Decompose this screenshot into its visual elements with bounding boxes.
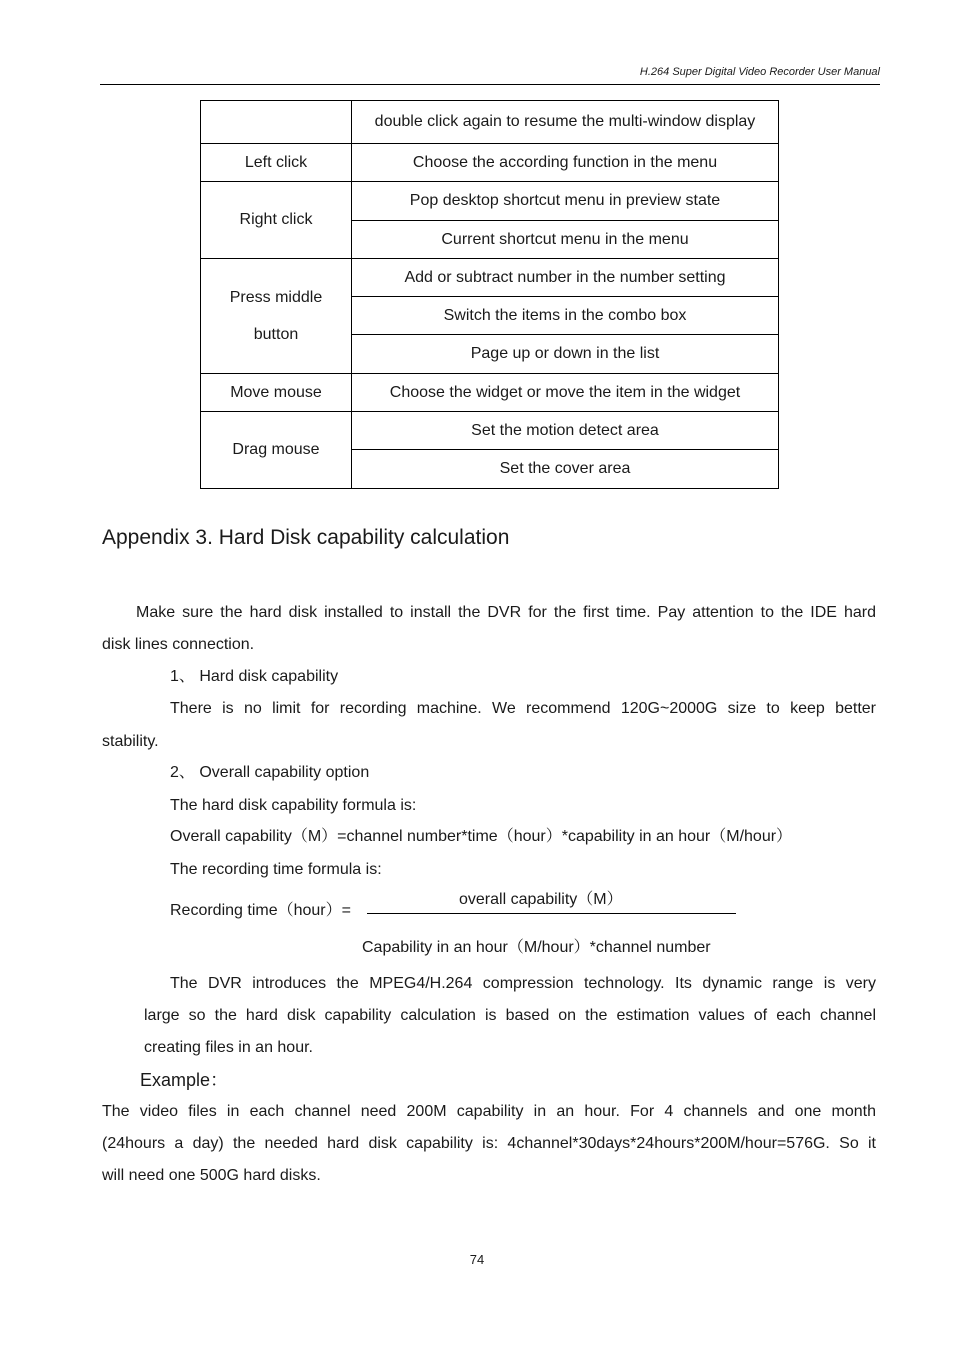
- table-cell-action: Right click: [201, 182, 352, 259]
- capability-formula: Overall capability（M）=channel number*time（hour）*capability in an hour（M/hour）: [170, 828, 793, 845]
- table-row: [201, 259, 779, 297]
- table-cell-desc: Add or subtract number in the number setting: [352, 259, 779, 297]
- example-line: will need one 500G hard disks.: [102, 1167, 321, 1184]
- table-row: [201, 101, 779, 144]
- table-row: [201, 374, 779, 412]
- manual-title: H.264 Super Digital Video Recorder User Manual: [639, 66, 880, 78]
- body-line: creating files in an hour.: [144, 1039, 313, 1056]
- table-cell-desc: double click again to resume the multi-window display: [352, 101, 779, 144]
- table-cell-desc: Page up or down in the list: [352, 335, 779, 374]
- table-cell-desc: Pop desktop shortcut menu in preview state: [352, 182, 779, 221]
- body-line: The DVR introduces the MPEG4/H.264 compression technology. Its dynamic range is very: [170, 975, 876, 992]
- table-cell-action: Move mouse: [201, 374, 352, 412]
- table-row: [201, 182, 779, 221]
- intro-line: disk lines connection.: [102, 636, 255, 653]
- body-line: stability.: [102, 733, 159, 750]
- appendix-heading: Appendix 3. Hard Disk capability calculation: [102, 526, 510, 549]
- fraction-numerator: overall capability（M）: [459, 891, 623, 908]
- page-number: 74: [469, 1252, 485, 1267]
- action-line: Press middle: [229, 289, 323, 306]
- action-line: button: [253, 326, 299, 343]
- body-line: There is no limit for recording machine. We recommend 120G~2000G size to keep better: [170, 700, 876, 717]
- intro-line: Make sure the hard disk installed to install the DVR for the first time. Pay attention to the IDE hard: [136, 604, 876, 621]
- table-row: [201, 412, 779, 450]
- table-cell-desc: Set the motion detect area: [352, 412, 779, 450]
- section-item-overall-capability: 2、 Overall capability option: [170, 764, 370, 781]
- table-cell-action: Left click: [201, 144, 352, 182]
- body-line: large so the hard disk capability calculation is based on the estimation values of each channel: [144, 1007, 876, 1024]
- table-row: [201, 144, 779, 182]
- example-line: The video files in each channel need 200M capability in an hour. For 4 channels and one month: [102, 1103, 876, 1120]
- table-cell-action: Drag mouse: [201, 412, 352, 489]
- section-item-hard-disk-capability: 1、 Hard disk capability: [170, 668, 339, 685]
- table-cell-desc: Set the cover area: [352, 450, 779, 489]
- table-cell-action: [201, 259, 352, 374]
- table-cell-desc: Switch the items in the combo box: [352, 297, 779, 335]
- fraction-bar: [367, 913, 736, 914]
- table-cell-desc: Choose the widget or move the item in the widget: [352, 374, 779, 412]
- example-label: Example：: [140, 1070, 229, 1090]
- table-cell-desc: Current shortcut menu in the menu: [352, 221, 779, 259]
- table-cell-desc: Choose the according function in the menu: [352, 144, 779, 182]
- recording-formula-lhs: Recording time（hour）=: [170, 902, 351, 919]
- fraction-denominator: Capability in an hour（M/hour）*channel number: [362, 939, 711, 956]
- mouse-operations-table: [200, 100, 779, 489]
- example-line: (24hours a day) the needed hard disk capability is: 4channel*30days*24hours*200M/hour=576G. So it: [102, 1135, 876, 1152]
- table-cell-action: [201, 101, 352, 144]
- page-header: [100, 66, 880, 85]
- formula-intro: The hard disk capability formula is:: [170, 797, 417, 814]
- recording-formula-intro: The recording time formula is:: [170, 861, 382, 878]
